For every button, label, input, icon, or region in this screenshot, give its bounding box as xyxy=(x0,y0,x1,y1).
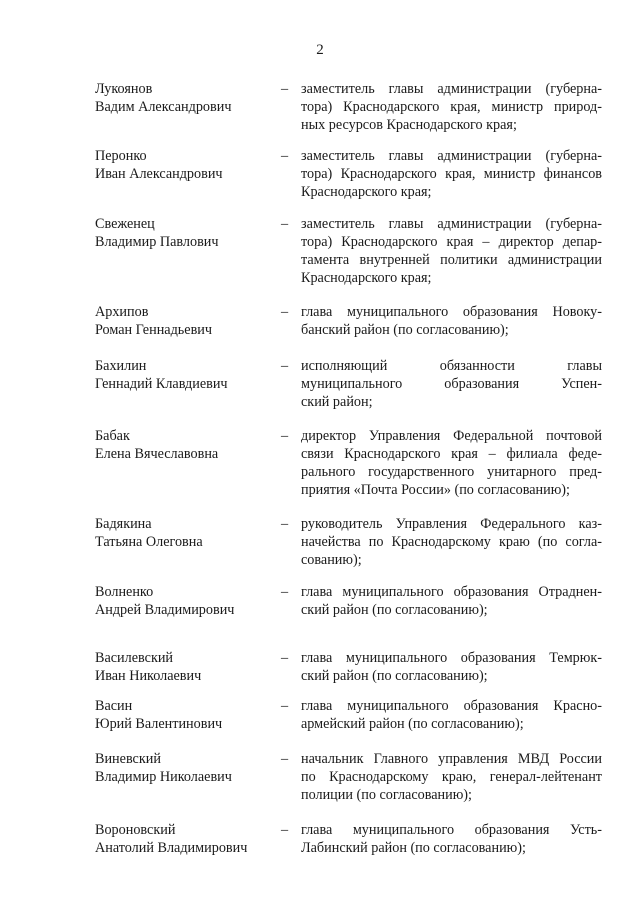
member-name xyxy=(95,215,270,251)
member-name xyxy=(95,697,270,733)
member-name xyxy=(95,750,270,786)
member-name xyxy=(95,821,270,857)
position-line: глава муниципального образования Отраднен- xyxy=(301,584,602,600)
position-line: тора) Краснодарского края, министр природ- xyxy=(301,99,602,115)
member-surname: Вороновский xyxy=(95,822,176,838)
member-position xyxy=(301,215,602,287)
position-line: тора) Краснодарского края – директор депар- xyxy=(301,234,602,250)
member-given-name: Роман Геннадьевич xyxy=(95,322,212,338)
position-line: начейства по Краснодарскому краю (по согла- xyxy=(301,534,602,550)
member-given-name: Елена Вячеславовна xyxy=(95,446,219,462)
position-line: начальник Главного управления МВД России xyxy=(301,751,602,767)
dash-separator: – xyxy=(281,516,289,532)
position-line: по Краснодарскому краю, генерал-лейтенант xyxy=(301,769,602,785)
position-line: ский район (по согласованию); xyxy=(301,602,488,618)
member-position xyxy=(301,750,602,804)
position-line: полиции (по согласованию); xyxy=(301,787,472,803)
dash-separator: – xyxy=(281,822,289,838)
member-position xyxy=(301,649,602,685)
member-name xyxy=(95,80,270,116)
position-line: приятия «Почта России» (по согласованию); xyxy=(301,482,570,498)
member-given-name: Геннадий Клавдиевич xyxy=(95,376,228,392)
position-line: тамента внутренней политики администрации xyxy=(301,252,602,268)
member-surname: Свеженец xyxy=(95,216,155,232)
dash-separator: – xyxy=(281,304,289,320)
member-surname: Бабак xyxy=(95,428,130,444)
position-line: глава муниципального образования Усть- xyxy=(301,822,602,838)
dash-separator: – xyxy=(281,650,289,666)
member-name xyxy=(95,515,270,551)
position-line: рального государственного унитарного пред- xyxy=(301,464,602,480)
member-given-name: Андрей Владимирович xyxy=(95,602,235,618)
position-line: руководитель Управления Федерального каз- xyxy=(301,516,602,532)
position-line: Краснодарского края; xyxy=(301,270,432,286)
member-name xyxy=(95,427,270,463)
member-surname: Перонко xyxy=(95,148,147,164)
position-line: заместитель главы администрации (губерна- xyxy=(301,216,602,232)
member-position xyxy=(301,147,602,201)
member-name xyxy=(95,649,270,685)
member-surname: Волненко xyxy=(95,584,154,600)
member-name xyxy=(95,583,270,619)
member-given-name: Владимир Николаевич xyxy=(95,769,232,785)
position-line: банский район (по согласованию); xyxy=(301,322,509,338)
page-number: 2 xyxy=(316,42,324,58)
position-line: глава муниципального образования Новоку- xyxy=(301,304,602,320)
member-surname: Бадякина xyxy=(95,516,152,532)
member-given-name: Татьяна Олеговна xyxy=(95,534,203,550)
member-position xyxy=(301,427,602,499)
member-surname: Бахилин xyxy=(95,358,147,374)
position-line: связи Краснодарского края – филиала феде- xyxy=(301,446,602,462)
member-surname: Васин xyxy=(95,698,133,714)
dash-separator: – xyxy=(281,358,289,374)
position-line: директор Управления Федеральной почтовой xyxy=(301,428,602,444)
position-line: заместитель главы администрации (губерна- xyxy=(301,148,602,164)
position-line: Краснодарского края; xyxy=(301,184,432,200)
position-line: сованию); xyxy=(301,552,362,568)
dash-separator: – xyxy=(281,81,289,97)
dash-separator: – xyxy=(281,216,289,232)
member-name xyxy=(95,357,270,393)
member-given-name: Владимир Павлович xyxy=(95,234,219,250)
member-position xyxy=(301,80,602,134)
member-given-name: Иван Николаевич xyxy=(95,668,202,684)
member-given-name: Вадим Александрович xyxy=(95,99,232,115)
position-line: муниципального образования Успен- xyxy=(301,376,602,392)
dash-separator: – xyxy=(281,698,289,714)
member-position xyxy=(301,583,602,619)
member-surname: Василевский xyxy=(95,650,174,666)
dash-separator: – xyxy=(281,428,289,444)
position-line: тора) Краснодарского края, министр финансов xyxy=(301,166,602,182)
member-surname: Архипов xyxy=(95,304,149,320)
position-line: ных ресурсов Краснодарского края; xyxy=(301,117,517,133)
dash-separator: – xyxy=(281,584,289,600)
member-position xyxy=(301,821,602,857)
member-surname: Лукоянов xyxy=(95,81,153,97)
member-given-name: Анатолий Владимирович xyxy=(95,840,248,856)
member-position xyxy=(301,697,602,733)
member-name xyxy=(95,147,270,183)
member-name xyxy=(95,303,270,339)
position-line: армейский район (по согласованию); xyxy=(301,716,524,732)
position-line: ский район (по согласованию); xyxy=(301,668,488,684)
position-line: ский район; xyxy=(301,394,373,410)
member-position xyxy=(301,303,602,339)
dash-separator: – xyxy=(281,148,289,164)
member-given-name: Иван Александрович xyxy=(95,166,223,182)
position-line: Лабинский район (по согласованию); xyxy=(301,840,526,856)
position-line: исполняющий обязанности главы xyxy=(301,358,602,374)
member-given-name: Юрий Валентинович xyxy=(95,716,223,732)
dash-separator: – xyxy=(281,751,289,767)
member-surname: Виневский xyxy=(95,751,161,767)
position-line: заместитель главы администрации (губерна- xyxy=(301,81,602,97)
member-position xyxy=(301,357,602,411)
position-line: глава муниципального образования Темрюк- xyxy=(301,650,602,666)
position-line: глава муниципального образования Красно- xyxy=(301,698,602,714)
member-position xyxy=(301,515,602,569)
